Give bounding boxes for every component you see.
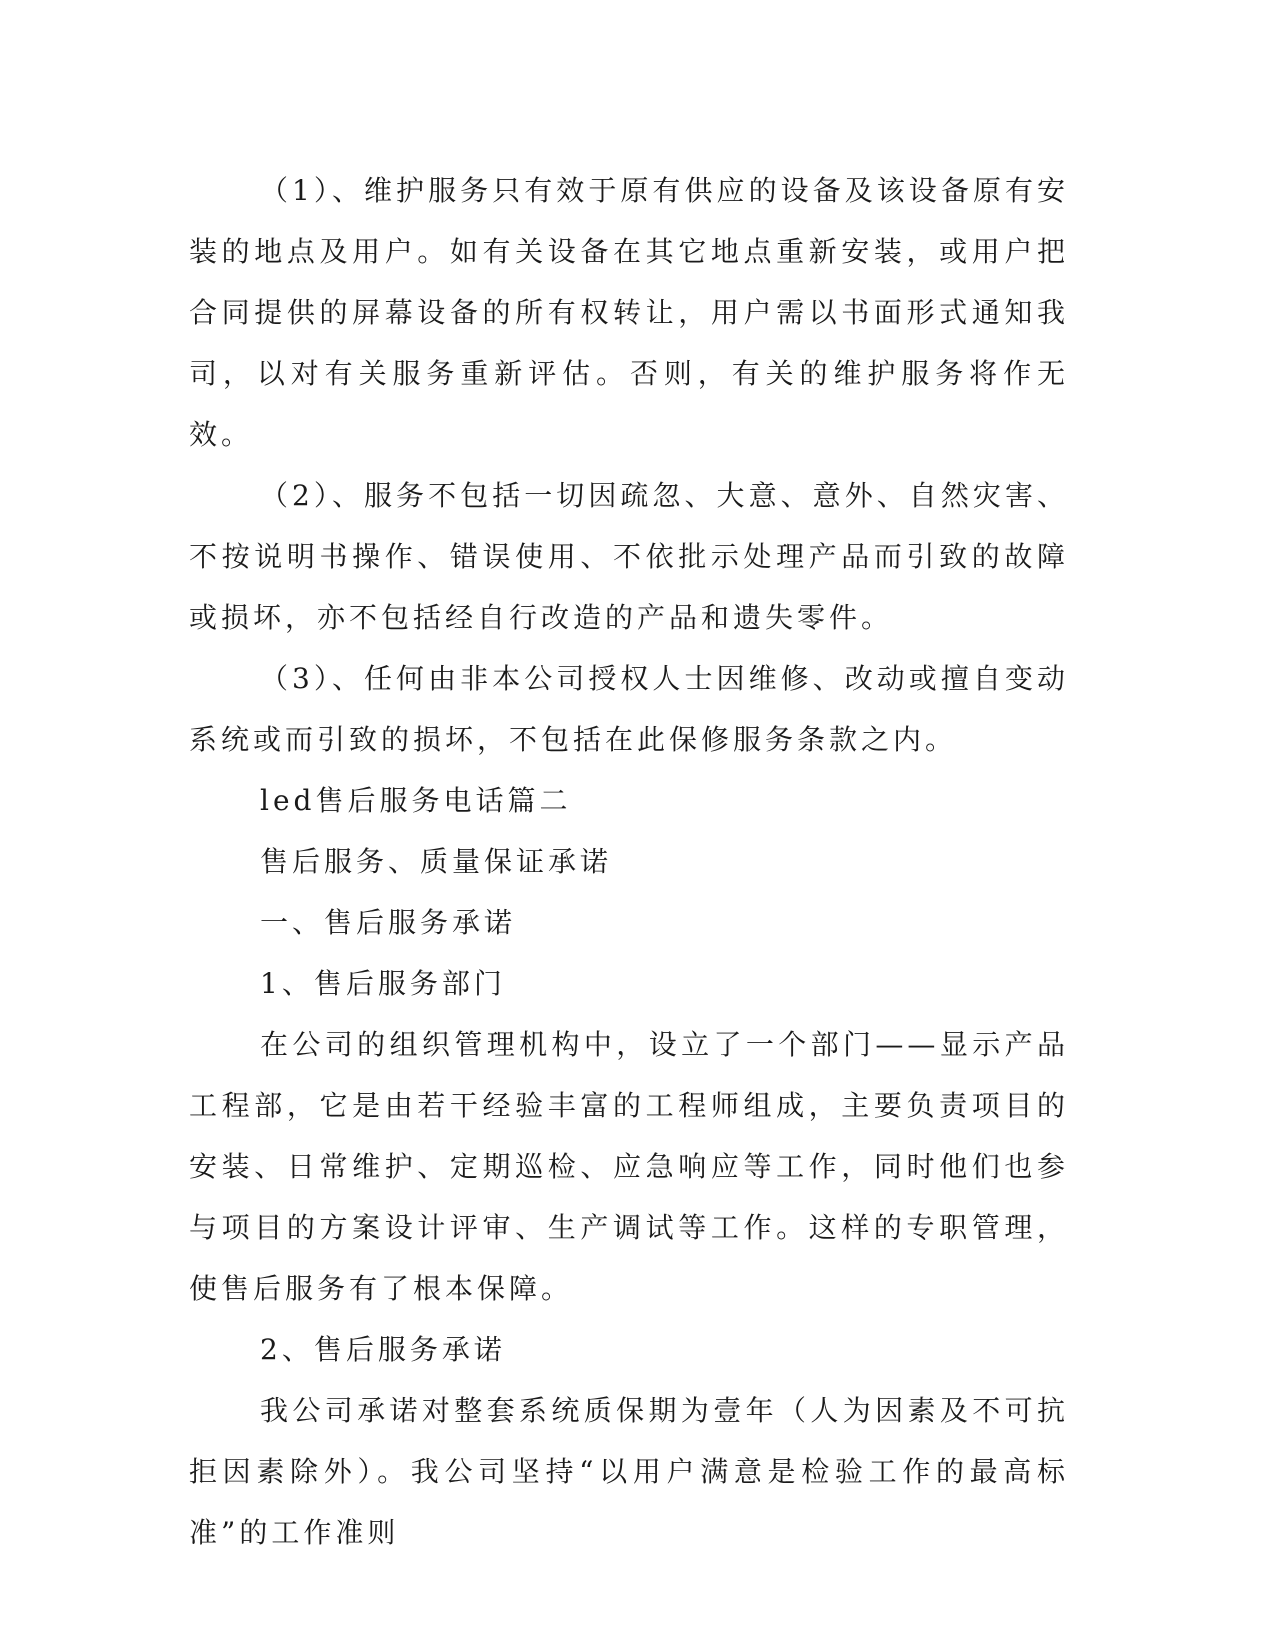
heading-after-sales-commitment: 一、售后服务承诺: [260, 906, 517, 939]
paragraph-clause-3: （3）、任何由非本公司授权人士因维修、改动或擅自变动系统或而引致的损坏，不包括在此保修服务条款之内。: [189, 662, 1069, 756]
heading-service-commitment: 2、售后服务承诺: [260, 1333, 506, 1366]
section-subtitle: 售后服务、质量保证承诺: [260, 845, 613, 878]
paragraph-service-commitment: 我公司承诺对整套系统质保期为壹年（人为因素及不可抗拒因素除外）。我公司坚持“以用户满意是检验工作的最高标准”的工作准则: [189, 1394, 1069, 1549]
heading-service-department: 1、售后服务部门: [260, 967, 506, 1000]
paragraph-clause-1: （1）、维护服务只有效于原有供应的设备及该设备原有安装的地点及用户。如有关设备在其它地点重新安装，或用户把合同提供的屏幕设备的所有权转让，用户需以书面形式通知我司，以对有关服务重新评估。否则，有关的维护服务将作无效。: [189, 174, 1069, 451]
paragraph-clause-2: （2）、服务不包括一切因疏忽、大意、意外、自然灾害、不按说明书操作、错误使用、不依批示处理产品而引致的故障或损坏，亦不包括经自行改造的产品和遗失零件。: [189, 479, 1069, 634]
section-title: led售后服务电话篇二: [260, 784, 572, 817]
paragraph-service-department: 在公司的组织管理机构中，设立了一个部门——显示产品工程部，它是由若干经验丰富的工程师组成，主要负责项目的安装、日常维护、定期巡检、应急响应等工作，同时他们也参与项目的方案设计评审、生产调试等工作。这样的专职管理，使售后服务有了根本保障。: [189, 1028, 1069, 1305]
document-body: [189, 160, 1069, 1563]
